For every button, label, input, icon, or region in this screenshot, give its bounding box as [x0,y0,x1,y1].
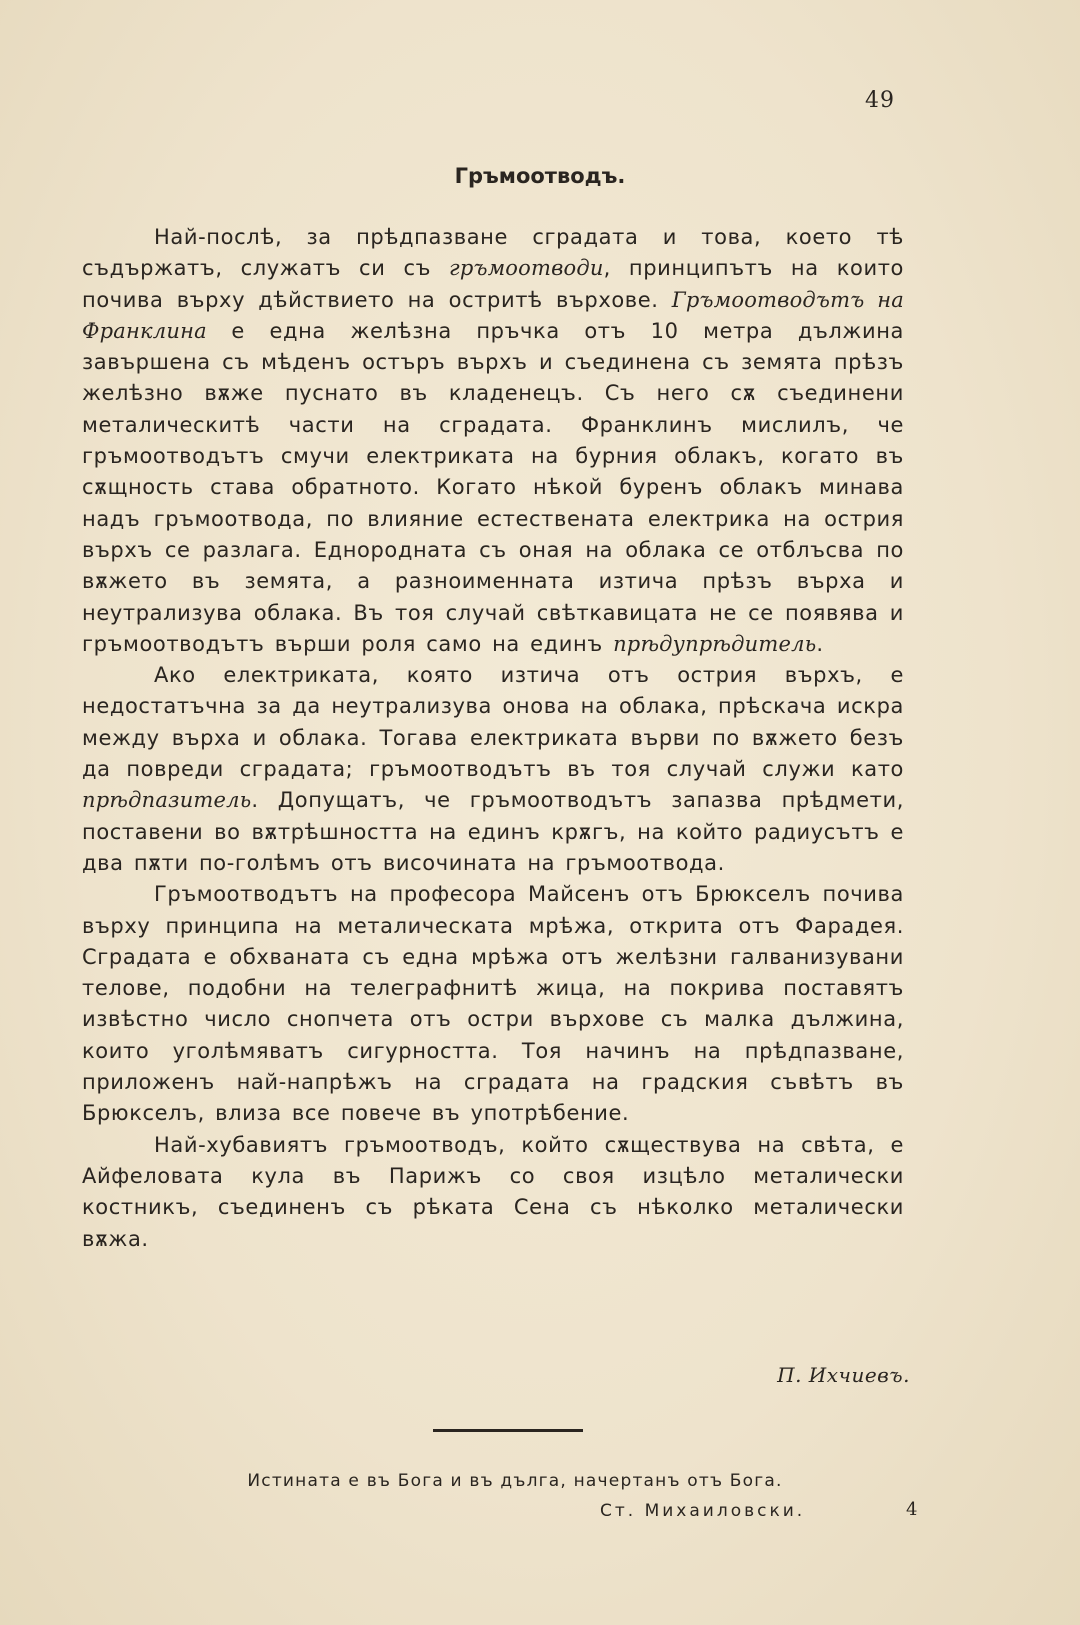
page-number: 49 [865,88,895,113]
author-signature: П. Ихчиевъ. [777,1363,910,1387]
paragraph [82,1130,904,1255]
motto-quote: Истината е въ Бога и въ дълга, начертанъ отъ Бога. [247,1471,783,1491]
paragraph [82,879,904,1129]
sheet-number: 4 [906,1499,918,1520]
text-segment: е една желѣзна пръчка отъ 10 метра дължина завършена съ мѣденъ остъръ върхъ и съединена съ земята прѣзъ желѣзно вѫже пуснато въ кладенецъ. Съ него сѫ съединени металическитѣ части на сградата. Франклинъ мислилъ, че гръмоотводътъ смучи електриката на бурния облакъ, когато въ сѫщность става обратното. Когато нѣкой буренъ облакъ минава надъ гръмоотвода, по влияние естествената електрика на острия върхъ се разлага. Еднородната съ оная на облака се отблъсва по вѫжето въ земята, а разноименната изтича прѣзъ върха и неутрализува облака. Въ тоя случай свѣткавицата не се появява и гръмоотводътъ върши роля само на единъ [82,318,904,656]
italic-term: прѣдпазитель [82,788,252,813]
article-body [82,222,904,1255]
text-segment: . Допущатъ, че гръмоотводътъ запазва прѣдмети, поставени во вѫтрѣшността на единъ крѫгъ, на който радиусътъ е два пѫти по-голѣмъ отъ височината на гръмоотвода. [82,788,904,875]
text-segment: Гръмоотводътъ на професора Майсенъ отъ Брюкселъ почива върху принципа на металическата мрѣжа, открита отъ Фарадея. Сградата е обхваната съ една мрѣжа отъ желѣзни галванизувани телове, подобни на телеграфнитѣ жица, на покрива поставятъ извѣстно число снопчета отъ остри върхове съ малка дължина, които уголѣмяватъ сигурността. Тоя начинъ на прѣдпазване, приложенъ най-напрѣжъ на сградата на градския съвѣтъ въ Брюкселъ, влиза все повече въ употрѣбение. [82,882,904,1126]
italic-term: Гръмоотводътъ на Франклина [82,287,905,343]
motto-author: Ст. Михаиловски. [600,1501,806,1521]
text-segment: Най-хубавиятъ гръмоотводъ, който сѫществува на свѣта, е Айфеловата кула въ Парижъ со своя изцѣло металически костникъ, съединенъ съ рѣката Сена съ нѣколко металически вѫжа. [82,1132,904,1251]
paragraph [82,660,904,879]
text-segment: . [816,631,824,656]
text-segment: , принципътъ на които почива върху дѣйствието на остритѣ върхове. [82,256,904,312]
text-segment: Ако електриката, която изтича отъ острия върхъ, е недостатъчна за да неутрализува онова на облака, прѣскача искра между върха и облака. Тогава електриката върви по вѫжето безъ да повреди сградата; гръмоотводътъ въ тоя случай служи като [82,663,904,782]
article-title: Гръмоотводъ. [454,164,626,188]
paragraph [82,222,904,660]
section-divider [433,1429,583,1432]
italic-term: гръмоотводи [449,256,604,281]
italic-term: прѣдупрѣдитель [613,631,817,656]
text-segment: Най-послѣ, за прѣдпазване сградата и това, което тѣ съдържатъ, служатъ си съ [82,225,904,281]
